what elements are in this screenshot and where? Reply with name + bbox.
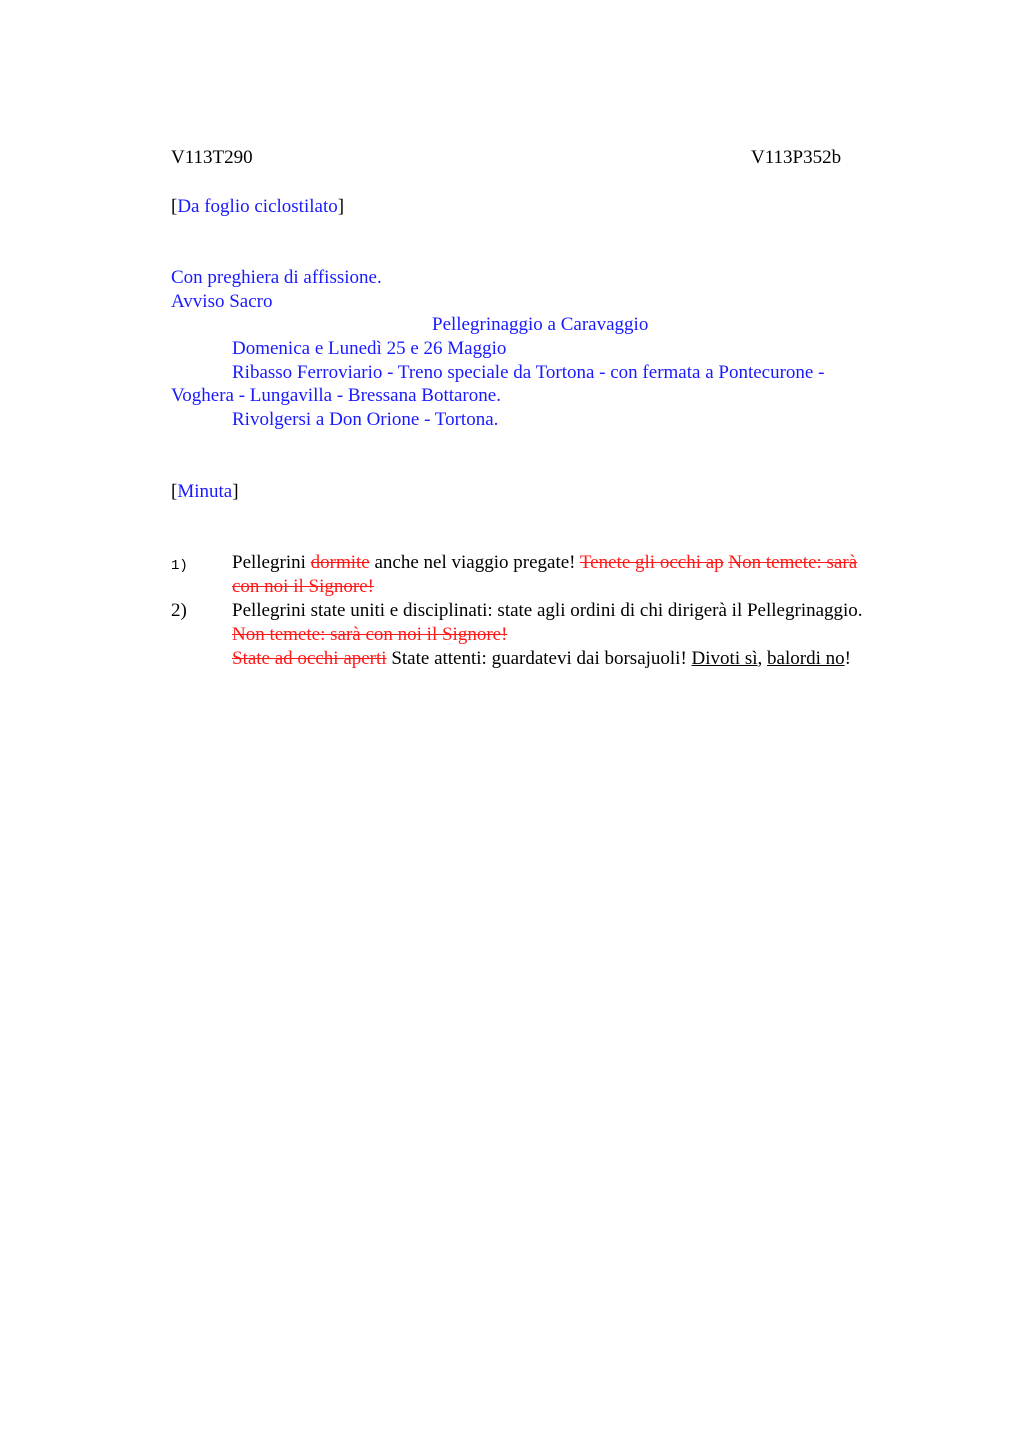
notice-affix-request: Con preghiera di affissione. bbox=[171, 267, 382, 288]
item-2-line2 bbox=[232, 623, 507, 647]
source-note bbox=[171, 195, 344, 219]
source-note-text: Da foglio ciclostilato bbox=[177, 196, 338, 217]
item-2-underlined-b: balordi no bbox=[767, 648, 845, 669]
notice-train-line2: Voghera - Lungavilla - Bressana Bottarone. bbox=[171, 385, 501, 406]
bracket-open: [ bbox=[171, 196, 178, 217]
document-code-left: V113T290 bbox=[171, 147, 253, 168]
item-2-text-c: , bbox=[757, 648, 768, 669]
notice-contact: Rivolgersi a Don Orione - Tortona. bbox=[232, 409, 499, 430]
item-2-deleted-a: Non temete: sarà con noi il Signore! bbox=[232, 624, 508, 645]
item-2-line1: Pellegrini state uniti e disciplinati: state agli ordini di chi dirigerà il Pellegrinaggio. bbox=[232, 600, 863, 621]
item-2-underlined-a: Divoti sì bbox=[691, 648, 758, 669]
draft-note bbox=[171, 480, 239, 504]
item-2-line3 bbox=[232, 647, 851, 671]
item-1-deleted-b: Tenete gli occhi ap bbox=[579, 552, 724, 573]
item-2-text-b: State attenti: guardatevi dai borsajuoli! bbox=[386, 648, 692, 669]
item-number-2: 2) bbox=[171, 600, 187, 621]
item-2-text-d: ! bbox=[844, 648, 851, 669]
draft-note-text: Minuta bbox=[177, 481, 233, 502]
item-number-1: 1) bbox=[171, 558, 188, 574]
notice-heading: Avviso Sacro bbox=[171, 291, 273, 312]
bracket-open: [ bbox=[171, 481, 178, 502]
item-1-deleted-c: Non temete: sarà bbox=[728, 552, 858, 573]
item-1-deleted-d: con noi il Signore! bbox=[232, 576, 374, 597]
item-1-line2 bbox=[232, 575, 374, 599]
bracket-close: ] bbox=[232, 481, 239, 502]
item-1-text-a: Pellegrini bbox=[232, 552, 311, 573]
notice-title: Pellegrinaggio a Caravaggio bbox=[432, 314, 649, 335]
item-2-deleted-b: State ad occhi aperti bbox=[232, 648, 387, 669]
notice-dates: Domenica e Lunedì 25 e 26 Maggio bbox=[232, 338, 507, 359]
notice-train-line1: Ribasso Ferroviario - Treno speciale da Tortona - con fermata a Pontecurone - bbox=[232, 362, 825, 383]
item-1-text-b: anche nel viaggio pregate! bbox=[369, 552, 580, 573]
item-1-line1 bbox=[232, 551, 857, 575]
bracket-close: ] bbox=[337, 196, 345, 217]
document-code-right: V113P352b bbox=[751, 147, 842, 168]
item-1-deleted-a: dormite bbox=[310, 552, 370, 573]
